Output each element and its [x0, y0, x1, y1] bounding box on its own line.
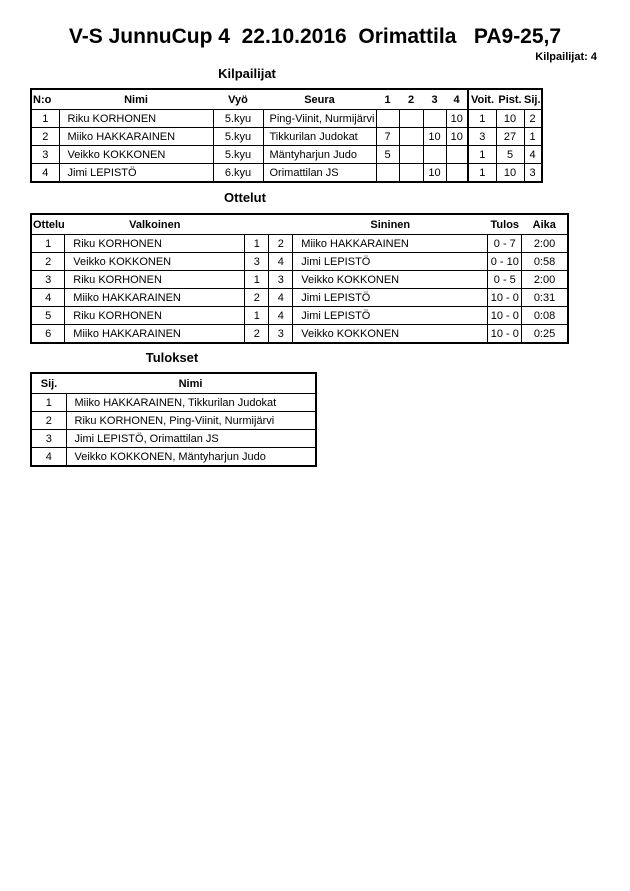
col-club: Seura	[263, 89, 376, 110]
table-row	[31, 235, 568, 253]
cell-wins: 1	[468, 164, 496, 183]
cell-white-name: Veikko KOKKONEN	[65, 253, 245, 271]
cell-place: 2	[31, 412, 66, 430]
col-points: Pist.	[496, 89, 524, 110]
cell-name: Riku KORHONEN, Ping-Viinit, Nurmijärvi	[66, 412, 316, 430]
cell-m2	[399, 146, 423, 164]
cell-place: 2	[524, 110, 542, 128]
cell-match-no: 4	[31, 289, 65, 307]
cell-white-no: 2	[245, 289, 269, 307]
cell-place: 3	[31, 430, 66, 448]
cell-points: 27	[496, 128, 524, 146]
cell-blue-no: 4	[269, 307, 293, 325]
cell-blue-name: Veikko KOKKONEN	[293, 325, 488, 344]
cell-match-no: 5	[31, 307, 65, 325]
col-white: Valkoinen	[65, 214, 245, 235]
cell-no: 4	[31, 164, 59, 183]
cell-blue-name: Jimi LEPISTÖ	[293, 289, 488, 307]
cell-blue-name: Jimi LEPISTÖ	[293, 307, 488, 325]
cell-m3: 10	[423, 128, 446, 146]
cell-points: 10	[496, 164, 524, 183]
page-title: V-S JunnuCup 4 22.10.2016 Orimattila PA9-25,7	[68, 25, 562, 48]
cell-time: 0:25	[522, 325, 568, 344]
cell-name: Jimi LEPISTÖ, Orimattilan JS	[66, 430, 316, 448]
col-place: Sij.	[31, 373, 66, 394]
competitors-count: Kilpailijat: 4	[535, 51, 597, 63]
cell-wins: 3	[468, 128, 496, 146]
cell-blue-no: 3	[269, 271, 293, 289]
results-table	[30, 372, 317, 467]
cell-m2	[399, 110, 423, 128]
col-time: Aika	[522, 214, 568, 235]
col-result: Tulos	[488, 214, 522, 235]
cell-time: 2:00	[522, 271, 568, 289]
cell-name: Veikko KOKKONEN, Mäntyharjun Judo	[66, 448, 316, 467]
cell-m3	[423, 110, 446, 128]
cell-club: Ping-Viinit, Nurmijärvi	[263, 110, 376, 128]
cell-no: 2	[31, 128, 59, 146]
cell-place: 4	[524, 146, 542, 164]
col-blue: Sininen	[293, 214, 488, 235]
cell-m2	[399, 164, 423, 183]
cell-result: 0 - 10	[488, 253, 522, 271]
cell-match-no: 6	[31, 325, 65, 344]
cell-name: Riku KORHONEN	[59, 110, 213, 128]
cell-points: 10	[496, 110, 524, 128]
cell-club: Mäntyharjun Judo	[263, 146, 376, 164]
cell-name: Miiko HAKKARAINEN	[59, 128, 213, 146]
competitors-header-row	[31, 89, 542, 110]
cell-name: Miiko HAKKARAINEN, Tikkurilan Judokat	[66, 394, 316, 412]
cell-m4	[446, 164, 468, 183]
cell-m4	[446, 146, 468, 164]
table-row	[31, 110, 542, 128]
cell-result: 10 - 0	[488, 325, 522, 344]
col-belt: Vyö	[213, 89, 263, 110]
col-m4: 4	[446, 89, 468, 110]
col-m2: 2	[399, 89, 423, 110]
cell-no: 1	[31, 110, 59, 128]
cell-m3	[423, 146, 446, 164]
cell-white-no: 3	[245, 253, 269, 271]
cell-blue-no: 4	[269, 289, 293, 307]
cell-wins: 1	[468, 110, 496, 128]
cell-white-name: Riku KORHONEN	[65, 307, 245, 325]
cell-points: 5	[496, 146, 524, 164]
cell-blue-no: 2	[269, 235, 293, 253]
cell-blue-name: Veikko KOKKONEN	[293, 271, 488, 289]
cell-wins: 1	[468, 146, 496, 164]
cell-white-name: Miiko HAKKARAINEN	[65, 325, 245, 344]
table-row	[31, 412, 316, 430]
cell-belt: 5.kyu	[213, 110, 263, 128]
col-name: Nimi	[66, 373, 316, 394]
table-row	[31, 394, 316, 412]
table-row	[31, 253, 568, 271]
table-row	[31, 146, 542, 164]
cell-club: Tikkurilan Judokat	[263, 128, 376, 146]
col-white-no	[245, 214, 269, 235]
cell-m3: 10	[423, 164, 446, 183]
cell-m1: 5	[376, 146, 399, 164]
table-row	[31, 271, 568, 289]
table-row	[31, 128, 542, 146]
col-no: N:o	[31, 89, 59, 110]
cell-blue-no: 4	[269, 253, 293, 271]
cell-time: 0:08	[522, 307, 568, 325]
col-blue-no	[269, 214, 293, 235]
table-row	[31, 289, 568, 307]
cell-blue-name: Jimi LEPISTÖ	[293, 253, 488, 271]
cell-time: 2:00	[522, 235, 568, 253]
matches-table	[30, 213, 569, 344]
matches-header-row	[31, 214, 568, 235]
cell-white-name: Riku KORHONEN	[65, 271, 245, 289]
cell-m1: 7	[376, 128, 399, 146]
cell-name: Jimi LEPISTÖ	[59, 164, 213, 183]
cell-name: Veikko KOKKONEN	[59, 146, 213, 164]
cell-m4: 10	[446, 110, 468, 128]
cell-result: 0 - 5	[488, 271, 522, 289]
matches-heading: Ottelut	[224, 190, 266, 205]
cell-match-no: 3	[31, 271, 65, 289]
cell-white-no: 2	[245, 325, 269, 344]
cell-result: 10 - 0	[488, 289, 522, 307]
cell-time: 0:31	[522, 289, 568, 307]
cell-club: Orimattilan JS	[263, 164, 376, 183]
cell-place: 4	[31, 448, 66, 467]
table-row	[31, 325, 568, 344]
col-m1: 1	[376, 89, 399, 110]
cell-result: 0 - 7	[488, 235, 522, 253]
cell-m1	[376, 164, 399, 183]
results-header-row	[31, 373, 316, 394]
competitors-heading: Kilpailijat	[218, 66, 276, 81]
cell-place: 3	[524, 164, 542, 183]
col-m3: 3	[423, 89, 446, 110]
table-row	[31, 307, 568, 325]
cell-result: 10 - 0	[488, 307, 522, 325]
results-heading: Tulokset	[145, 350, 199, 365]
cell-white-name: Riku KORHONEN	[65, 235, 245, 253]
cell-m1	[376, 110, 399, 128]
col-match: Ottelu	[31, 214, 65, 235]
cell-white-no: 1	[245, 271, 269, 289]
cell-place: 1	[31, 394, 66, 412]
cell-white-no: 1	[245, 235, 269, 253]
col-place: Sij.	[524, 89, 542, 110]
cell-belt: 6.kyu	[213, 164, 263, 183]
cell-match-no: 1	[31, 235, 65, 253]
table-row	[31, 448, 316, 467]
cell-m2	[399, 128, 423, 146]
cell-belt: 5.kyu	[213, 128, 263, 146]
table-row	[31, 164, 542, 183]
cell-white-no: 1	[245, 307, 269, 325]
cell-blue-name: Miiko HAKKARAINEN	[293, 235, 488, 253]
col-wins: Voit.	[468, 89, 496, 110]
cell-m4: 10	[446, 128, 468, 146]
cell-no: 3	[31, 146, 59, 164]
col-name: Nimi	[59, 89, 213, 110]
cell-blue-no: 3	[269, 325, 293, 344]
cell-time: 0:58	[522, 253, 568, 271]
cell-white-name: Miiko HAKKARAINEN	[65, 289, 245, 307]
competitors-table	[30, 88, 543, 183]
table-row	[31, 430, 316, 448]
cell-match-no: 2	[31, 253, 65, 271]
cell-place: 1	[524, 128, 542, 146]
cell-belt: 5.kyu	[213, 146, 263, 164]
